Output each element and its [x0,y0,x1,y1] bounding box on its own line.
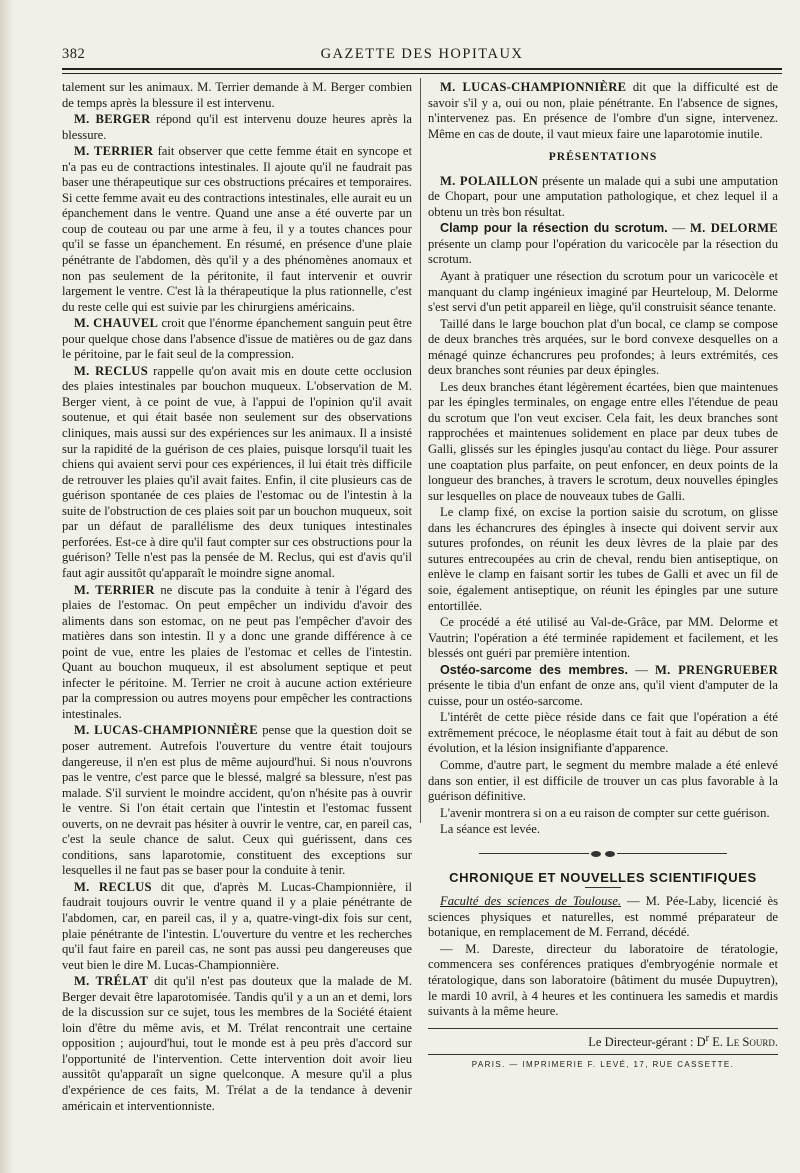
section-heading-chronique: CHRONIQUE ET NOUVELLES SCIENTIFIQUES [449,869,757,885]
paragraph [62,723,412,878]
paragraph [62,112,412,143]
signature-sup: r [705,1032,710,1044]
paragraph: — M. Dareste, directeur du laboratoire de tératologie, commencera ses conférences pratiques d'embryogénie normale et tératologique, dans son laboratoire (bâtiment du musée Dupuytren), le mardi 10 avril, à 4 heures et les continuera les samedis et mardis suivants à la même heure. [428,941,778,1019]
paragraph-text: répond qu'il est intervenu douze heures après la blessure. [62,112,412,142]
article-lead [428,663,778,710]
speaker-name: M. TERRIER [74,582,155,597]
paragraph: La séance est levée. [440,822,540,837]
speaker-name: M. LUCAS-CHAMPIONNIÈRE [74,723,258,738]
signature [428,1031,778,1051]
paragraph-text: dit que la difficulté est de savoir s'il y a, oui ou non, plaie pénétrante. En l'absence de signes, n'intervenez pas. En présence de l'ombre d'un signe, intervenez. Même en cas de doute, il vaut mieux faire une laparotomie inutile. [428,80,779,141]
speaker-name: M. PRENGRUEBER [655,662,778,677]
paragraph [62,583,412,723]
paragraph: Le clamp fixé, on excise la portion saisie du scrotum, on glisse dans les échancrures des épingles à insecte qui doivent servir aux sutures profondes, on réunit les deux lèvres de la plaie par des sutures entrecoupées au crin de cheval, rendu bien antiseptique, on enlève le clamp en faisant sortir les tubes de Galli et avec un fil de soie, également antiseptique, on réunit les épingles par une suture entortillée. [428,505,778,613]
left-column [62,80,412,1115]
article-title: Clamp pour la résection du scrotum. [440,221,668,236]
paragraph [62,144,412,315]
paragraph-text: rappelle qu'on avait mis en doute cette occlusion des plaies intestinales par bouchon muqueux. L'observation de M. Berger vient, à ce point de vue, à l'appui de l'opinion qu'il avait soutenue, et qui était basée non seulement sur des observations cliniques, mais aussi sur des expériences sur les animaux. Il a insisté sur la rapidité de la guérison de ces plaies, puisque lorsqu'il tuait les chiens qui avaient servi pour ces expériences, il lui était très difficile de retrouver les plaies qu'il avait faites. Enfin, il cite plusieurs cas de guérison spontanée de ces plaies de l'estomac ou de l'intestin à la suite de l'obstruction de ces plaies soit par un bouchon muqueux, soit par un défaut de parallélisme des deux tuniques intestinales perforées. Est-ce à dire qu'il faut compter sur ces obstructions pour la guérison? Telle n'est pas la pensée de M. Reclus, qui est d'avis qu'il faut agir aussitôt qu'apparaît le moindre signe anomal. [62,363,412,580]
paragraph: Ayant à pratiquer une résection du scrotum pour un varicocèle et manquant du clamp ingénieux imaginé par Heurteloup, M. Delorme s'est servi d'un petit appareil en liège, qu'il construisit séance tenante. [428,269,778,315]
page-number: 382 [62,46,86,62]
paragraph [62,880,412,973]
paragraph: Les deux branches étant légèrement écartées, bien que maintenues par les épingles terminales, on engage entre elles l'étendue de peau du scrotum que l'on veut exciser. Cela fait, les deux branches sont rapprochées et maintenues solidement en place par deux tubes de Galli, glissés sur les épingles jusqu'au contact du liège. Pour assurer une coaptation plus parfaite, on peut enfoncer, en deux points de la longueur des branches, à travers le scrotum, deux nouvelles épingles sur lesquelles on place de nouveaux tubes de Galli. [428,379,778,503]
speaker-name: M. LUCAS-CHAMPIONNIÈRE [440,80,627,94]
header-rule [62,68,782,70]
paragraph-text: présente un clamp pour l'opération du varicocèle par la résection du scrotum. [428,236,778,267]
printer-rule [428,1054,778,1055]
paragraph: Comme, d'autre part, le segment du membre malade a été enlevé dans son entier, il est difficile de trouver un cas plus favorable à la guérison définitive. [428,757,778,804]
paragraph-text: dit qu'il n'est pas douteux que la malade de M. Berger devait être laparotomisée. Tandis qu'il y a un an et demi, lors de la discussion sur ce sujet, tous les membres de la Société étaient loin d'être du même avis, et M. Trélat rencontrait une certaine opposition ; aujourd'hui, tout le monde est à peu près d'accord sur l'opportunité de l'intervention. Cette intervention doit avoir lieu aussitôt qu'apparaît un signe quelconque. A mesure qu'il a plus d'expérience de ces faits, M. Trélat a de la tendance à devenir américain et interventionniste. [62,974,413,1113]
speaker-name: M. RECLUS [74,879,152,894]
column-divider [420,78,421,823]
paragraph: L'intérêt de cette pièce réside dans ce fait que l'opération a été extrêmement précoce, le néoplasme était tout à fait au début de son évolution, et la lésion insignifiante d'apparence. [428,710,778,756]
section-heading-presentations: PRÉSENTATIONS [548,151,658,164]
paragraph: L'avenir montrera si on a eu raison de compter sur cette guérison. [440,805,770,820]
heading-underline [585,887,621,888]
right-column [428,80,778,1073]
dash: — [667,221,690,236]
signature-rule [428,1028,778,1029]
signature-prefix: Le Directeur-gérant : D [588,1034,706,1049]
paragraph [428,80,778,142]
paragraph-text: présente un malade qui a subi une amputation de Chopart, pour une amputation pathologique, et chez lequel il a obtenu un très bon résultat. [428,173,778,219]
paragraph [62,974,412,1114]
paragraph-text: ne discute pas la conduite à tenir à l'égard des plaies de l'estomac. On peut empêcher un individu d'avoir des aliments dans son estomac, on ne peut pas l'empêcher d'avoir des matières dans son intestin. Il y a donc une grande différence à ce point de vue, entre les plaies de l'estomac et celles de l'intestin. Quant au bouchon muqueux, il est absolument septique et peut infecter le péritoine. M. Terrier ne croit à aucune action extérieure par la compression ou autres moyens pour empêcher les contractions intestinales. [62,582,412,721]
speaker-name: M. CHAUVEL [74,316,159,331]
paragraph: talement sur les animaux. M. Terrier demande à M. Berger combien de temps après la blessure il est intervenu. [62,80,412,110]
paragraph: Taillé dans le large bouchon plat d'un bocal, ce clamp se compose de deux branches très arquées, sur le bord convexe desquelles on a ménagé quinze échancrures peu profondes; à leurs extrémités, ces deux branches sont réunies par deux épingles. [428,316,778,378]
paragraph-text: présente le tibia d'un enfant de onze ans, qu'il vient d'amputer de la cuisse, pour un ostéo-sarcome. [428,678,778,708]
speaker-name: M. DELORME [690,221,778,236]
speaker-name: M. RECLUS [74,363,148,378]
page-binding-edge [0,0,14,1173]
speaker-name: M. POLAILLON [440,173,539,188]
signature-name: E. Le Sourd. [709,1034,778,1049]
paragraph [62,364,412,582]
speaker-name: M. BERGER [74,112,151,127]
article-title: Ostéo-sarcome des membres. [440,662,628,677]
paragraph-text: croit que l'énorme épanchement sanguin peut être pour quelque chose dans l'absence d'issue de matières ou de gaz dans le péritoine, par le fait seul de la compression. [62,316,412,362]
paragraph: Ce procédé a été utilisé au Val-de-Grâce, par MM. Delorme et Vautrin; l'opération a été terminée rapidement et facilement, et les blessés ont guéri par première intention. [428,615,778,661]
paragraph-text: dit que, d'après M. Lucas-Championnière, il faudrait toujours ouvrir le ventre quand il y a plaie pénétrante de l'abdomen, car, en pareil cas, il y a, quatre-vingt-dix fois sur cent, plaie pénétrante de l'intestin. L'ouverture du ventre et les recherches qu'il faut faire en pareil cas, ne sont pas aussi peu dangereuses que veut bien le dire M. Lucas-Championnière. [62,879,412,972]
article-lead [428,221,778,268]
italic-lead: Faculté des sciences de Toulouse. [440,894,622,909]
paragraph [62,316,412,363]
journal-title: GAZETTE DES HOPITAUX [320,46,524,62]
paragraph [428,174,778,221]
speaker-name: M. TRÉLAT [74,974,149,989]
dash: — [628,662,655,677]
paragraph [428,894,778,941]
section-ornament [428,846,778,860]
printer-line: PARIS. — IMPRIMERIE F. LEVÉ, 17, RUE CASSETTE. [471,1060,735,1070]
paragraph-text: fait observer que cette femme était en syncope et n'a pas eu de contractions intestinales. Il ajoute qu'il ne faudrait pas baser une thérapeutique sur ces obstructions précaires et temporaires. Si cette femme avait eu des contractions intestinales, elle aurait eu un épanchement dans le ventre. Quand une anse a été ouverte par un coup de couteau ou par une arme à feu, il y a toutes chances pour qu'il se fasse un épanchement. En résumé, en présence d'une plaie pénétrante de l'abdomen, dès qu'il y a des phénomènes anomaux et non pas seulement de la péritonite, il faut intervenir et ouvrir largement le ventre. C'est là la thérapeutique la plus rationnelle, c'est du reste celle qui est suivie par les chirurgiens américains. [62,144,413,314]
page-header [62,44,782,66]
speaker-name: M. TERRIER [74,144,154,159]
header-rule-thin [62,73,782,74]
paragraph-text: — M. Pée-Laby, licencié ès sciences physiques et naturelles, est nommé préparateur de botanique, en remplacement de M. Ferrand, décédé. [428,894,778,940]
paragraph-text: pense que la question doit se poser autrement. Autrefois l'ouverture du ventre était toujours dangereuse, il n'en est plus de même aujourd'hui. Si nous n'ouvrons pas le ventre, c'est parce que le blessé, malgré sa blessure, n'est pas malade. S'il survient le moindre accident, qu'on n'hésite pas à ouvrir le ventre. Si l'on était certain que l'intestin et l'estomac fussent ouverts, on ne devrait pas hésiter à ouvrir le ventre, car, en pareil cas, c'est la seule chance de salut. Ceux qui guérissent, dans ces conditions, sans laparotomie, constituent des exceptions sur lesquelles il ne faut pas se baser pour la conduite à tenir. [62,723,412,878]
